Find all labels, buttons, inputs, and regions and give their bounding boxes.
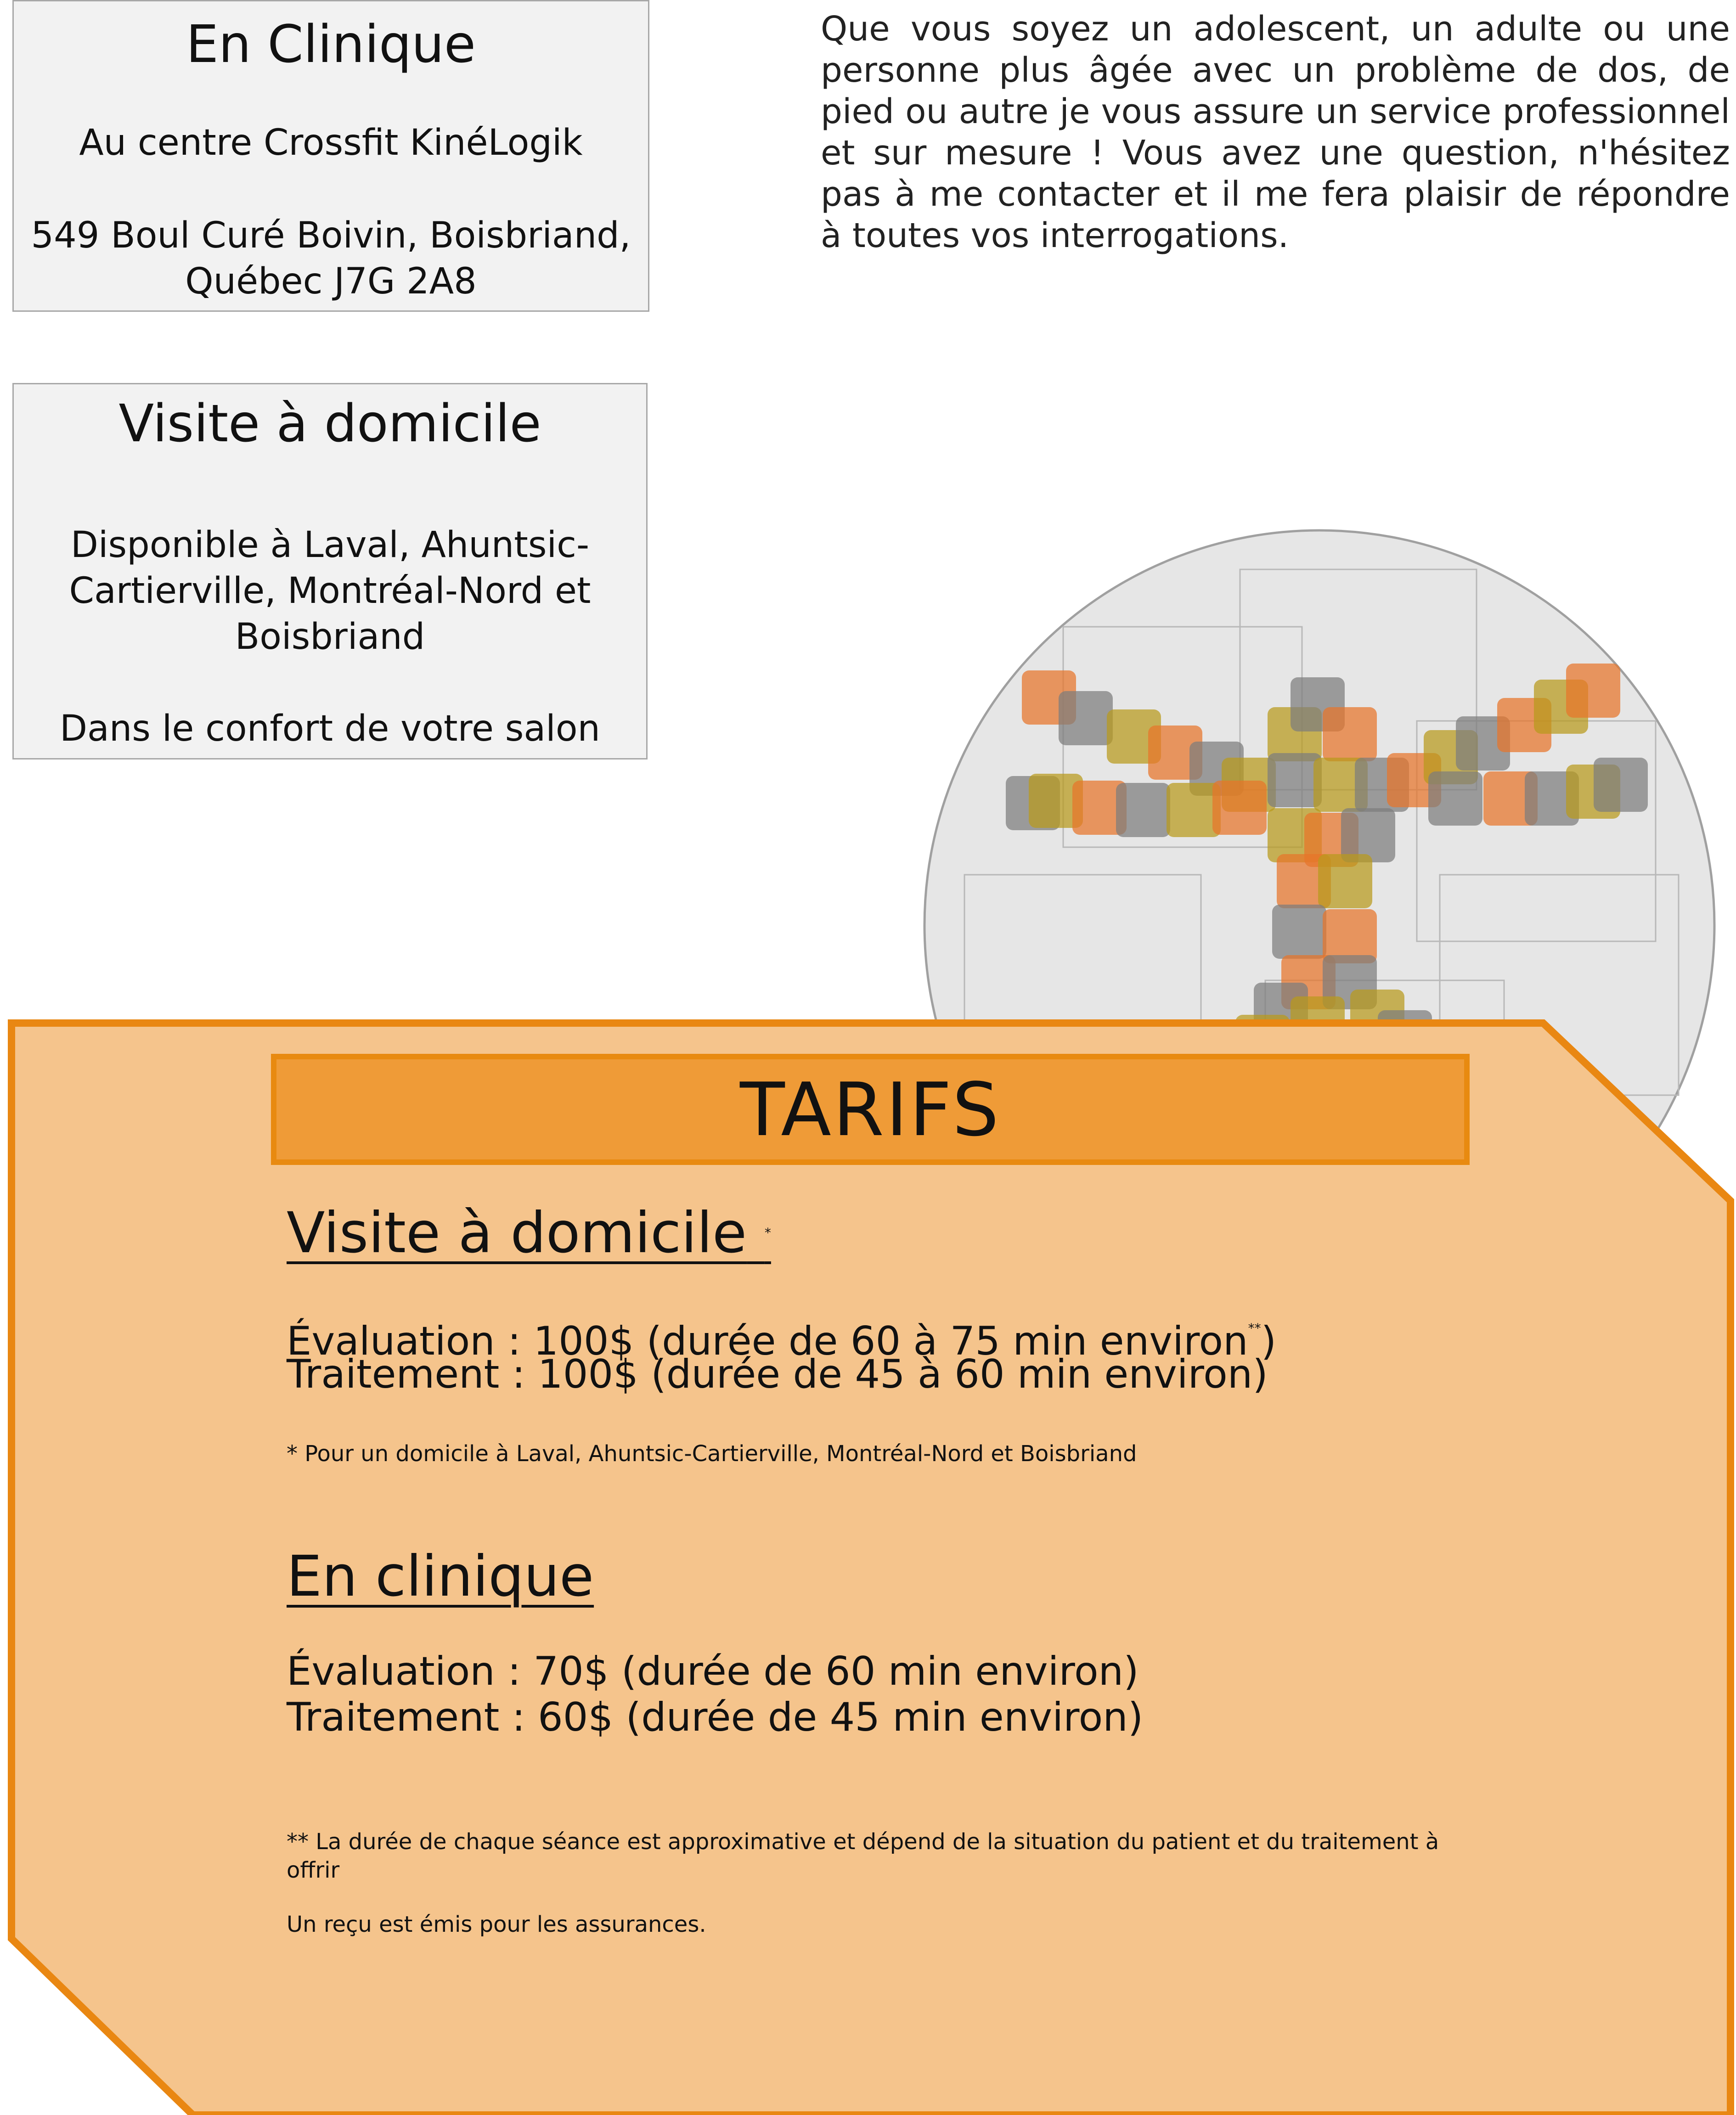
home-eval-close: ) [1261, 1318, 1277, 1364]
clinic-eval-price: Évaluation : 70$ (durée de 60 min environ) [287, 1648, 1139, 1694]
clinic-price-title: En clinique [287, 1544, 594, 1609]
home-box-comfort: Dans le confort de votre salon [59, 708, 600, 749]
receipt-note: Un reçu est émis pour les assurances. [287, 1912, 706, 1937]
home-box-areas: Disponible à Laval, Ahuntsic-Cartierville, Montréal-Nord et Boisbriand [69, 524, 591, 658]
home-visit-price-title [287, 1198, 771, 1267]
home-eval-text: Évaluation : 100$ (durée de 60 à 75 min environ [287, 1318, 1248, 1364]
home-visit-title-text: Visite à domicile [287, 1200, 747, 1266]
clinic-box-address: 549 Boul Curé Boivin, Boisbriand, Québec J7G 2A8 [31, 215, 631, 302]
home-box-title: Visite à domicile [118, 394, 541, 454]
asterisk-mark: * [764, 1225, 771, 1240]
home-area-note: * Pour un domicile à Laval, Ahuntsic-Cartierville, Montréal-Nord et Boisbriand [287, 1441, 1137, 1467]
clinic-treatment-price: Traitement : 60$ (durée de 45 min environ) [287, 1694, 1144, 1740]
clinic-box-title: En Clinique [186, 15, 476, 74]
duration-footnote: ** La durée de chaque séance est approximative et dépend de la situation du patient et du traitement à offrir [287, 1829, 1439, 1883]
tarifs-heading: TARIFS [271, 1054, 1470, 1165]
home-treatment-price: Traitement : 100$ (durée de 45 à 60 min environ) [287, 1351, 1268, 1397]
clinic-box-location: Au centre Crossfit KinéLogik [79, 122, 583, 163]
double-asterisk-mark: ** [1248, 1321, 1261, 1336]
intro-paragraph: Que vous soyez un adolescent, un adulte ou une personne plus âgée avec un problème de dos, de pied ou autre je vous assure un service professionnel et sur mesure ! Vous avez une question, n'hésitez pas à me contacter et il me fera plaisir de répondre à toutes vos interrogations. [821, 9, 1730, 255]
